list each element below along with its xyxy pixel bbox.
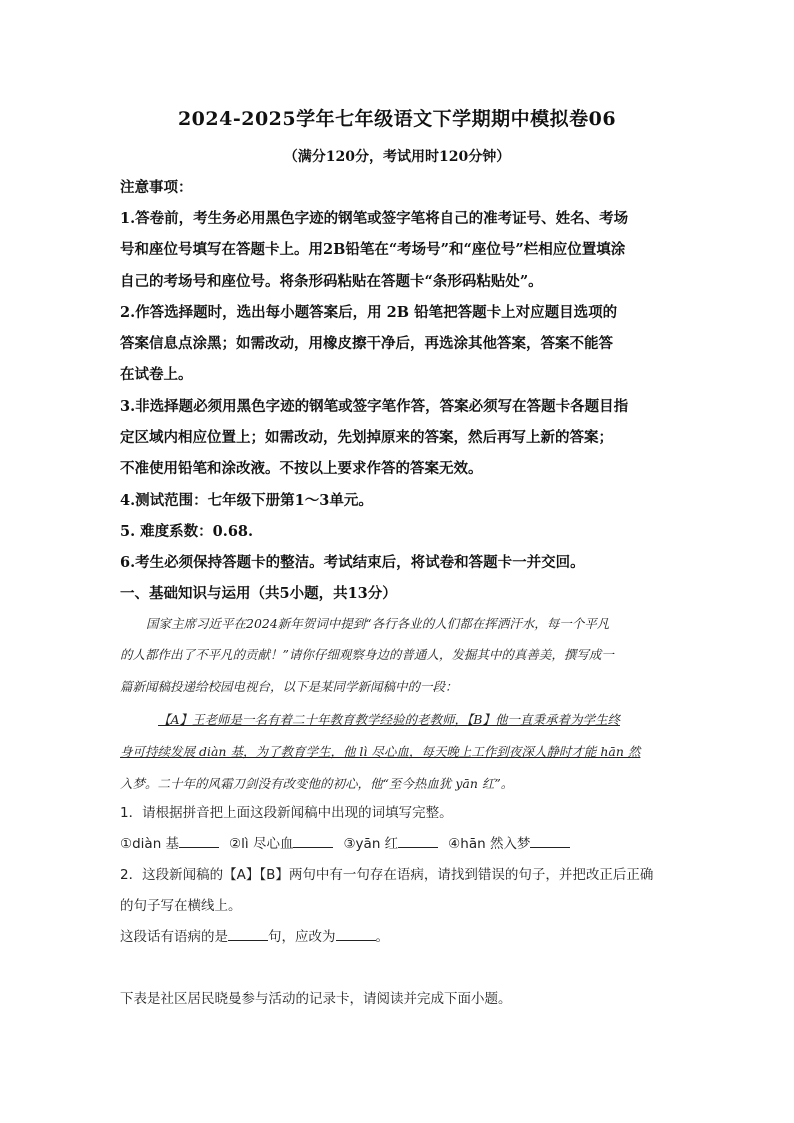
question-2-stem: 2．这段新闻稿的【A】【B】两句中有一句存在语病，请找到错误的句子，并把改正后正确 <box>120 867 654 883</box>
answer-blank[interactable] <box>530 835 570 848</box>
q1-item: ③yān 红 <box>343 836 399 852</box>
question-1-items <box>120 832 680 852</box>
notes-line: 在试卷上。 <box>120 366 193 383</box>
notes-line: 5. 难度系数：0.68. <box>120 523 254 540</box>
notes-line: 自己的考场号和座位号。将条形码粘贴在答题卡“条形码粘贴处”。 <box>120 273 543 290</box>
notes-line: 4.测试范围：七年级下册第1～3单元。 <box>120 492 373 509</box>
section-heading: 一、基础知识与运用（共5小题，共13分） <box>120 585 397 602</box>
news-line: 入梦。二十年的风霜刀剑没有改变他的初心，他“至今热血犹 yān 红”。 <box>120 776 514 791</box>
q1-item: ①diàn 基 <box>120 836 180 852</box>
notes-line: 3.非选择题必须用黑色字迹的钢笔或签字笔作答，答案必须写在答题卡各题目指 <box>120 398 629 415</box>
notes-heading: 注意事项： <box>120 179 193 196</box>
question-2-stem: 的句子写在横线上。 <box>120 898 242 914</box>
notes-line: 1.答卷前，考生务必用黑色字迹的钢笔或签字笔将自己的准考证号、姓名、考场 <box>120 210 629 227</box>
page-subtitle: （满分120分，考试用时120分钟） <box>283 149 511 165</box>
passage-line: 的人都作出了不平凡的贡献！”请你仔细观察身边的普通人，发掘其中的真善美，撰写成一 <box>120 647 614 662</box>
q1-item: ②lì 尽心血 <box>229 836 294 852</box>
news-line <box>120 742 680 760</box>
notes-line: 号和座位号填写在答题卡上。用2B铅笔在“考场号”和“座位号”栏相应位置填涂 <box>120 241 626 258</box>
sentence-b: 【B】他一直秉承着为学生终 <box>467 712 620 727</box>
notes-line: 答案信息点涂黑；如需改动，用橡皮擦干净后，再选涂其他答案，答案不能答 <box>120 335 613 352</box>
sentence-a: 【A】王老师是一名有着二十年教育教学经验的老教师， <box>158 712 468 727</box>
notes-line: 定区域内相应位置上；如需改动，先划掉原来的答案，然后再写上新的答案； <box>120 429 613 446</box>
passage-line: 国家主席习近平在2024新年贺词中提到“各行各业的人们都在挥洒汗水，每一个平凡 <box>146 616 610 631</box>
news-line <box>120 710 680 728</box>
answer-prompt: 句，应改为 <box>268 929 336 945</box>
notes-line: 6.考生必须保持答题卡的整洁。考试结束后，将试卷和答题卡一并交回。 <box>120 554 585 571</box>
q1-item: ④hān 然入梦 <box>448 836 531 852</box>
question-1-stem: 1．请根据拼音把上面这段新闻稿中出现的词填写完整。 <box>120 805 453 821</box>
notes-line: 2.作答选择题时，选出每小题答案后，用 2B 铅笔把答题卡上对应题目选项的 <box>120 304 618 321</box>
answer-prompt: 。 <box>375 929 389 945</box>
page-title: 2024-2025学年七年级语文下学期期中模拟卷06 <box>177 108 617 130</box>
answer-blank[interactable] <box>336 928 376 941</box>
answer-blank[interactable] <box>228 928 268 941</box>
answer-prompt: 这段话有语病的是 <box>120 929 228 945</box>
notes-line: 不准使用铅笔和涂改液。不按以上要求作答的答案无效。 <box>120 460 483 477</box>
answer-blank[interactable] <box>179 835 219 848</box>
answer-blank[interactable] <box>293 835 333 848</box>
news-line-text: 身可持续发展 diàn 基，为了教育学生，他 lì 尽心血，每天晚上工作到夜深人静时才能 hān 然 <box>120 744 641 759</box>
question-2-answer <box>120 925 680 945</box>
passage-line: 篇新闻稿投递给校园电视台，以下是某同学新闻稿中的一段： <box>120 679 458 694</box>
next-question-intro: 下表是社区居民晓曼参与活动的记录卡，请阅读并完成下面小题。 <box>120 991 512 1007</box>
answer-blank[interactable] <box>398 835 438 848</box>
